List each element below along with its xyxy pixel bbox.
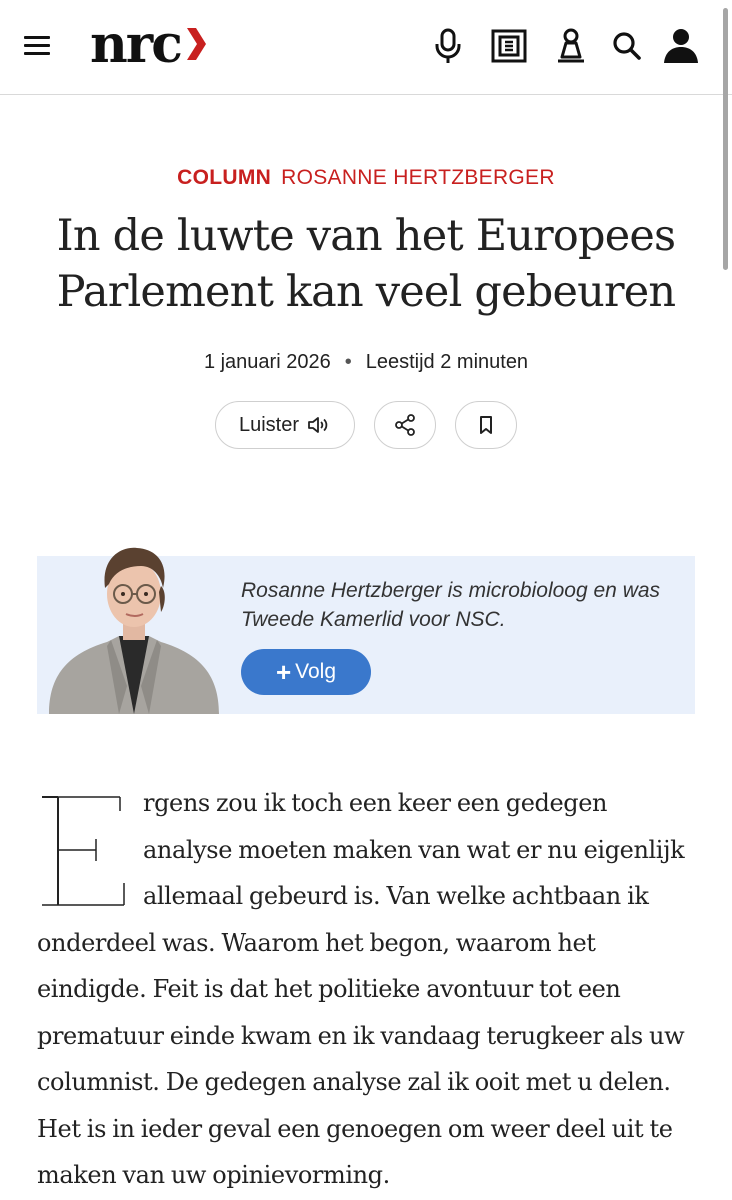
bookmark-button[interactable] bbox=[455, 401, 517, 449]
body-line: allemaal gebeurd is. Van welke achtbaan ik bbox=[143, 882, 649, 910]
author-box bbox=[37, 556, 695, 714]
share-button[interactable] bbox=[374, 401, 436, 449]
column-label[interactable]: COLUMN bbox=[177, 166, 272, 189]
read-time: Leestijd 2 minuten bbox=[365, 351, 529, 373]
author-bio: Rosanne Hertzberger is microbioloog en was Tweede Kamerlid voor NSC. bbox=[241, 579, 661, 631]
logo-chevron-icon bbox=[185, 24, 207, 64]
user-icon[interactable] bbox=[661, 26, 701, 66]
menu-icon[interactable] bbox=[24, 36, 50, 58]
chess-pawn-icon[interactable] bbox=[551, 26, 591, 66]
article-kicker bbox=[0, 166, 732, 190]
plus-icon: + bbox=[275, 657, 292, 687]
follow-label: Volg bbox=[295, 660, 337, 683]
listen-label: Luister bbox=[238, 413, 300, 436]
body-line: maken van uw opinievorming. bbox=[37, 1161, 390, 1189]
author-link[interactable]: ROSANNE HERTZBERGER bbox=[281, 166, 555, 189]
follow-button[interactable] bbox=[241, 649, 371, 695]
logo-text: nrc bbox=[90, 13, 181, 75]
body-line: onderdeel was. Waarom het begon, waarom het bbox=[37, 928, 596, 957]
scrollbar[interactable] bbox=[723, 8, 728, 270]
article-body bbox=[37, 780, 697, 1199]
nrc-logo[interactable] bbox=[90, 14, 207, 74]
meta-separator: • bbox=[344, 351, 352, 373]
body-line: prematuur einde kwam en ik vandaag terugkeer als uw bbox=[37, 1021, 685, 1050]
listen-button[interactable] bbox=[215, 401, 355, 449]
body-line: rgens zou ik toch een keer een gedegen bbox=[143, 789, 608, 817]
microphone-icon[interactable] bbox=[428, 26, 468, 66]
article-meta bbox=[0, 351, 732, 374]
share-icon bbox=[393, 413, 417, 437]
speaker-icon bbox=[307, 415, 331, 435]
body-line: analyse moeten maken van wat er nu eigenlijk bbox=[143, 835, 685, 864]
article-title: In de luwte van het Europees Parlement kan veel gebeuren bbox=[56, 211, 676, 317]
author-avatar bbox=[49, 536, 219, 714]
body-line: Het is in ieder geval een genoegen om weer deel uit te bbox=[37, 1114, 673, 1143]
search-icon[interactable] bbox=[607, 26, 647, 66]
site-header bbox=[0, 0, 732, 95]
newspaper-icon[interactable] bbox=[489, 26, 529, 66]
body-line: eindigde. Feit is dat het politieke avontuur tot een bbox=[37, 975, 621, 1003]
body-line: columnist. De gedegen analyse zal ik ooit met u delen. bbox=[37, 1068, 671, 1096]
publish-date: 1 januari 2026 bbox=[203, 351, 331, 373]
bookmark-icon bbox=[477, 415, 495, 435]
